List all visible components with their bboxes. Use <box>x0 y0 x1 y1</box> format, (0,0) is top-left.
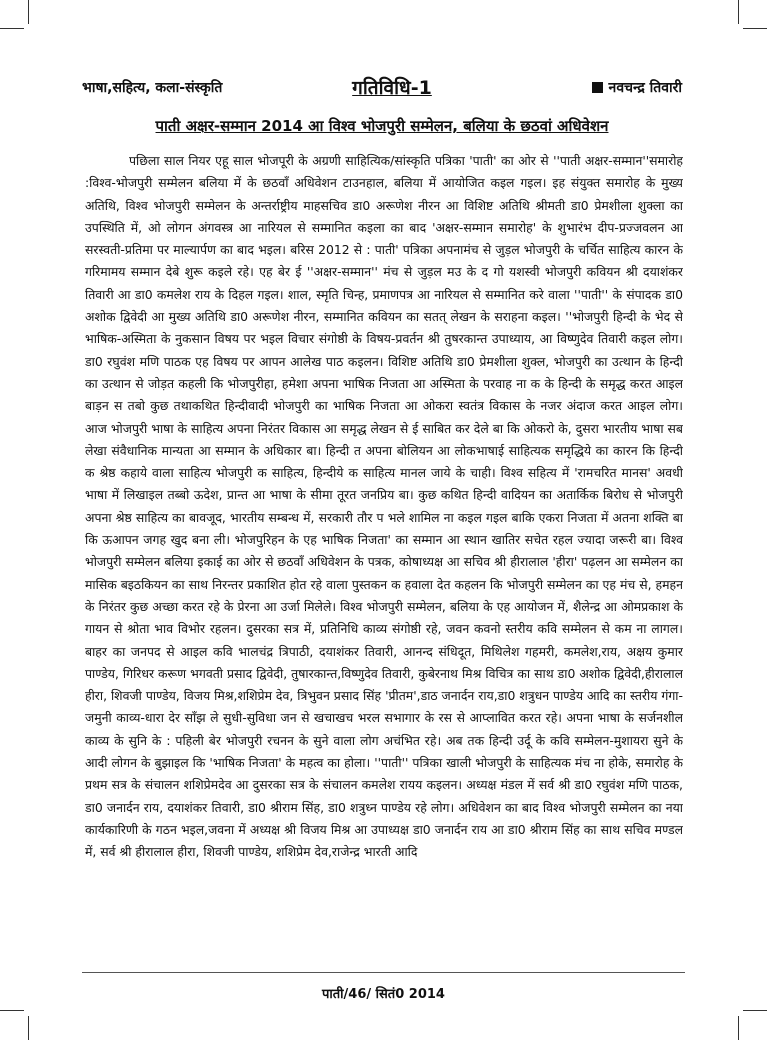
article-title: पाती अक्षर-सम्मान 2014 आ विश्व भोजपुरी सम्मेलन, बलिया के छठवां अधिवेशन <box>155 117 609 135</box>
crop-mark <box>743 28 767 29</box>
crop-mark <box>743 1010 767 1011</box>
crop-mark <box>738 0 739 24</box>
page-footer: पाती/46/ सितं0 2014 <box>322 987 445 1002</box>
crop-mark <box>28 1016 29 1040</box>
crop-mark <box>28 0 29 24</box>
crop-mark <box>0 1010 24 1011</box>
author-byline <box>592 78 682 97</box>
crop-mark <box>738 1016 739 1040</box>
square-bullet-icon <box>592 82 603 93</box>
footer-divider <box>82 972 685 973</box>
section-label: भाषा,सहित्य, कला-संस्कृति <box>82 80 223 96</box>
page-header <box>82 74 682 98</box>
author-name: नवचन्द्र तिवारी <box>608 80 682 96</box>
crop-mark <box>0 28 24 29</box>
category-heading: गतिविधि-1 <box>352 77 432 99</box>
article-body: पछिला साल नियर एहू साल भोजपूरी के अग्रणी साहित्यिक/सांस्कृति पत्रिका 'पाती' का ओर से ''पाती अक्षर-सम्मान''समारोह :विश्व-भोजपुरी सम्मेलन बलिया में के छठवाँ अधिवेशन टाउनहाल, बलिया में आयोजित कइल गइल। इह संयुक्त समारोह के मुख्य अतिथि, विश्व भोजपुरी सम्मेलन के अन्तर्राष्ट्रीय माहसचिव डा0 अरूणेश नीरन आ विशिष्ट अतिथि श्रीमती डा0 प्रेमशीला शुक्ला का उपस्थिति में, ओ लोगन अंगवस्त्र आ नारियल से सम्मानित कइला का बाद 'अक्षर-सम्मान समारोह' के शुभारंभ दीप-प्रज्जवलन आ सरस्वती-प्रतिमा पर माल्यार्पण का बाद भइल। बरिस 2012 से : पाती' पत्रिका अपनामंच से जुड़ल भोजपुरी के चर्चित साहित्य कारन के गरिमामय सम्मान देबे शुरू कइले रहे। एह बेर ई ''अक्षर-सम्मान'' मंच से जुड़ल मउ के द गो यशस्वी भोजपुरी कवियन श्री दयाशंकर तिवारी आ डा0 कमलेश राय के दिहल गइल। शाल, स्मृति चिन्ह, प्रमाणपत्र आ नारियल से सम्मानित करे वाला ''पाती'' के संपादक डा0 अशोक द्विवेदी आ मुख्य अतिथि डा0 अरूणेश नीरन, सम्मानित कवियन का सतत् लेखन के सराहना कइल। ''भोजपुरी हिन्दी के भेद से भाषिक-अस्मिता के नुकसान विषय पर भइल विचार संगोष्ठी के विषय-प्रवर्तन श्री तुषरकान्त उपाध्याय, आ विष्णुदेव तिवारी कइल लोग। डा0 रघुवंश मणि पाठक एह विषय पर आपन आलेख पाठ कइलन। विशिष्ट अतिथि डा0 प्रेमशीला शुक्ल, भोजपुरी का उत्थान के हिन्दी का उत्थान से जोड़त कहली कि भोजपुरीहा, हमेशा अपना भाषिक निजता आ अस्मिता के परवाह ना क के हिन्दी के समृद्ध करत आइल बाड़न स तबो कुछ तथाकथित हिन्दीवादी भोजपुरी का भाषिक निजता आ ओकरा स्वतंत्र विकास के नजर अंदाज करत आइल लोग। आज भोजपुरी भाषा के साहित्य अपना निरंतर विकास आ समृद्ध लेखन से ई साबित कर देले बा कि ओकरो के, दुसरा भारतीय भाषा सब लेखा संवैधानिक मान्यता आ सम्मान के अधिकार बा। हिन्दी त अपना बोलियन आ लोकभाषाई साहित्यक समृद्धिये का कारन कि हिन्दी क श्रेष्ठ कहाये वाला साहित्य भोजपुरी क साहित्य, हिन्दीये क साहित्य मानल जाये के चाही। विश्व सहित्य में 'रामचरित मानस' अवधी भाषा में लिखाइल तब्बो ऊदेश, प्रान्त आ भाषा के सीमा तूरत जनप्रिय बा। कुछ कथित हिन्दी वादियन का अतार्किक बिरोध से भोजपुरी अपना श्रेष्ठ साहित्य का बावजूद, भारतीय सम्बन्ध में, सरकारी तौर प भले शामिल ना कइल गइल बाकि एकरा निजता में अतना शक्ति बा कि ऊआपन जगह खुद बना ली। भोजपुरिहन के एह भाषिक निजता' का सम्मान आ स्थान खातिर सचेत रहल ज्यादा जरूरी बा। विश्व भोजपुरी सम्मेलन बलिया इकाई का ओर से छठवाँ अधिवेशन के पत्रक, कोषाध्यक्ष आ सचिव श्री हीरालाल 'हीरा' पढ़लन आ सम्मेलन का मासिक बइठकियन का साथ निरन्तर प्रकाशित होत रहे वाला पुस्तकन क हवाला देत कहलन कि भोजपुरी सम्मेलन का एह मंच से, हमहन के निरंतर कुछ अच्छा करत रहे के प्रेरना आ उर्जा मिलेले। विश्व भोजपुरी सम्मेलन, बलिया के एह आयोजन में, शैलेन्द्र आ ओमप्रकाश के गायन से श्रोता भाव विभोर रहलन। दुसरका सत्र में, प्रतिनिधि काव्य संगोष्ठी रहे, जवन कवनो स्तरीय कवि सम्मेलन से कम ना लागल। बाहर का जनपद से आइल कवि भालचंद्र त्रिपाठी, दयाशंकर तिवारी, आनन्द संधिदूत, मिथिलेश गहमरी, कमलेश,राय, अक्षय कुमार पाण्डेय, गिरिधर करूण भगवती प्रसाद द्विवेदी, तुषारकान्त,विष्णुदेव तिवारी, कुबेरनाथ मिश्र विचित्र का साथ डा0 अशोक द्विवेदी,हीरालाल हीरा, शिवजी पाण्डेय, विजय मिश्र,शशिप्रेम देव, त्रिभुवन प्रसाद सिंह 'प्रीतम',डाठ जनार्दन राय,डा0 शत्रुधन पाण्डेय आदि का स्तरीय गंगा-जमुनी काव्य-धारा देर साँझ ले सुधी-सुविधा जन से खचाखच भरल सभागार के रस से आप्लावित करत रहे। अपना भाषा के सर्जनशील काव्य के सुनि के : पहिली बेर भोजपुरी रचनन के सुने वाला लोग अचंभित रहे। अब तक हिन्दी उर्दू के कवि सम्मेलन-मुशायरा सुने के आदी लोगन के बुझाइल कि 'भाषिक निजता' के महत्व का होला। ''पाती'' पत्रिका खाली भोजपुरी के साहित्यक मंच ना होके, समारोह के प्रथम सत्र के संचालन शशिप्रेमदेव आ दुसरका सत्र के संचालन कमलेश रायय कइलन। अध्यक्ष मंडल में सर्व श्री डा0 रघुवंश मणि पाठक, डा0 जनार्दन राय, दयाशंकर तिवारी, डा0 श्रीराम सिंह, डा0 शत्रुध्न पाण्डेय रहे लोग। अधिवेशन का बाद विश्व भोजपुरी सम्मेलन का नया कार्यकारिणी के गठन भइल,जवना में अध्यक्ष श्री विजय मिश्र आ उपाध्यक्ष डा0 जनार्दन राय आ डा0 श्रीराम सिंह का साथ सचिव मण्डल में, सर्व श्री हीरालाल हीरा, शिवजी पाण्डेय, शशिप्रेम देव,राजेन्द्र भारती आदि <box>85 153 683 860</box>
